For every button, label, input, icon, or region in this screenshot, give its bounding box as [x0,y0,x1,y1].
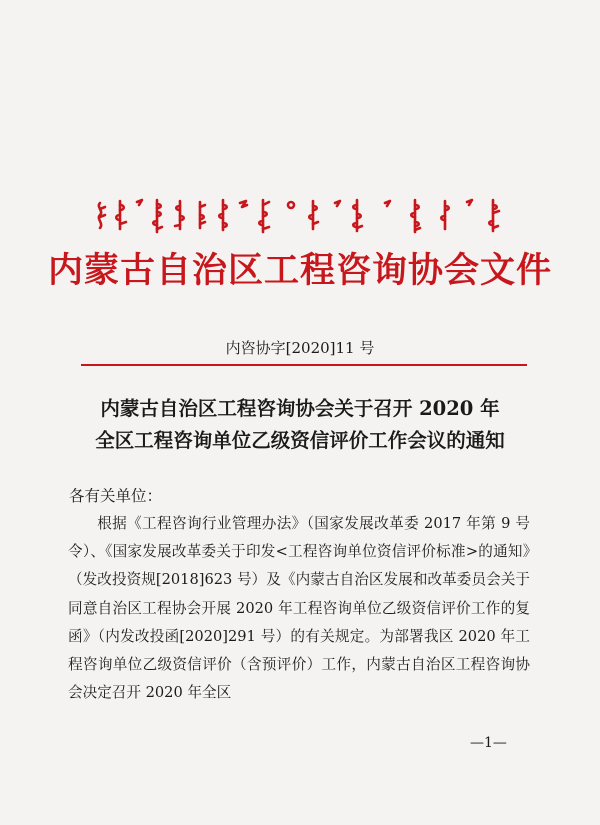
notice-title-line-2: 全区工程咨询单位乙级资信评价工作会议的通知 [95,429,505,452]
mongolian-script-header [95,197,505,235]
red-divider-line [81,364,527,366]
notice-title-line-1: 内蒙古自治区工程咨询协会关于召开 2020 年 [100,397,500,420]
issuer-header-title: 内蒙古自治区工程咨询协会文件 [47,251,552,291]
notice-title [0,393,600,457]
page-number: —1— [470,735,507,751]
salutation: 各有关单位： [69,487,163,505]
mongolian-script-graphic [95,197,505,235]
document-number: 内咨协字[2020]11 号 [225,339,375,357]
body-paragraph: 根据《工程咨询行业管理办法》（国家发展改革委 2017 年第 9 号令）、《国家发展改革委关于印发<工程咨询单位资信评价标准>的通知》（发改投资规[2018]623 号）及《内蒙古自治区发展和改革委员会关于同意自治区工程协会开展 2020 年工程咨询单位乙级资信评价工作的复函》（内发改投函[2020]291 号）的有关规定。为部署我区 2020 年工程咨询单位乙级资信评价（含预评价）工作，内蒙古自治区工程咨询协会决定召开 2020 年全区 [68,515,530,702]
